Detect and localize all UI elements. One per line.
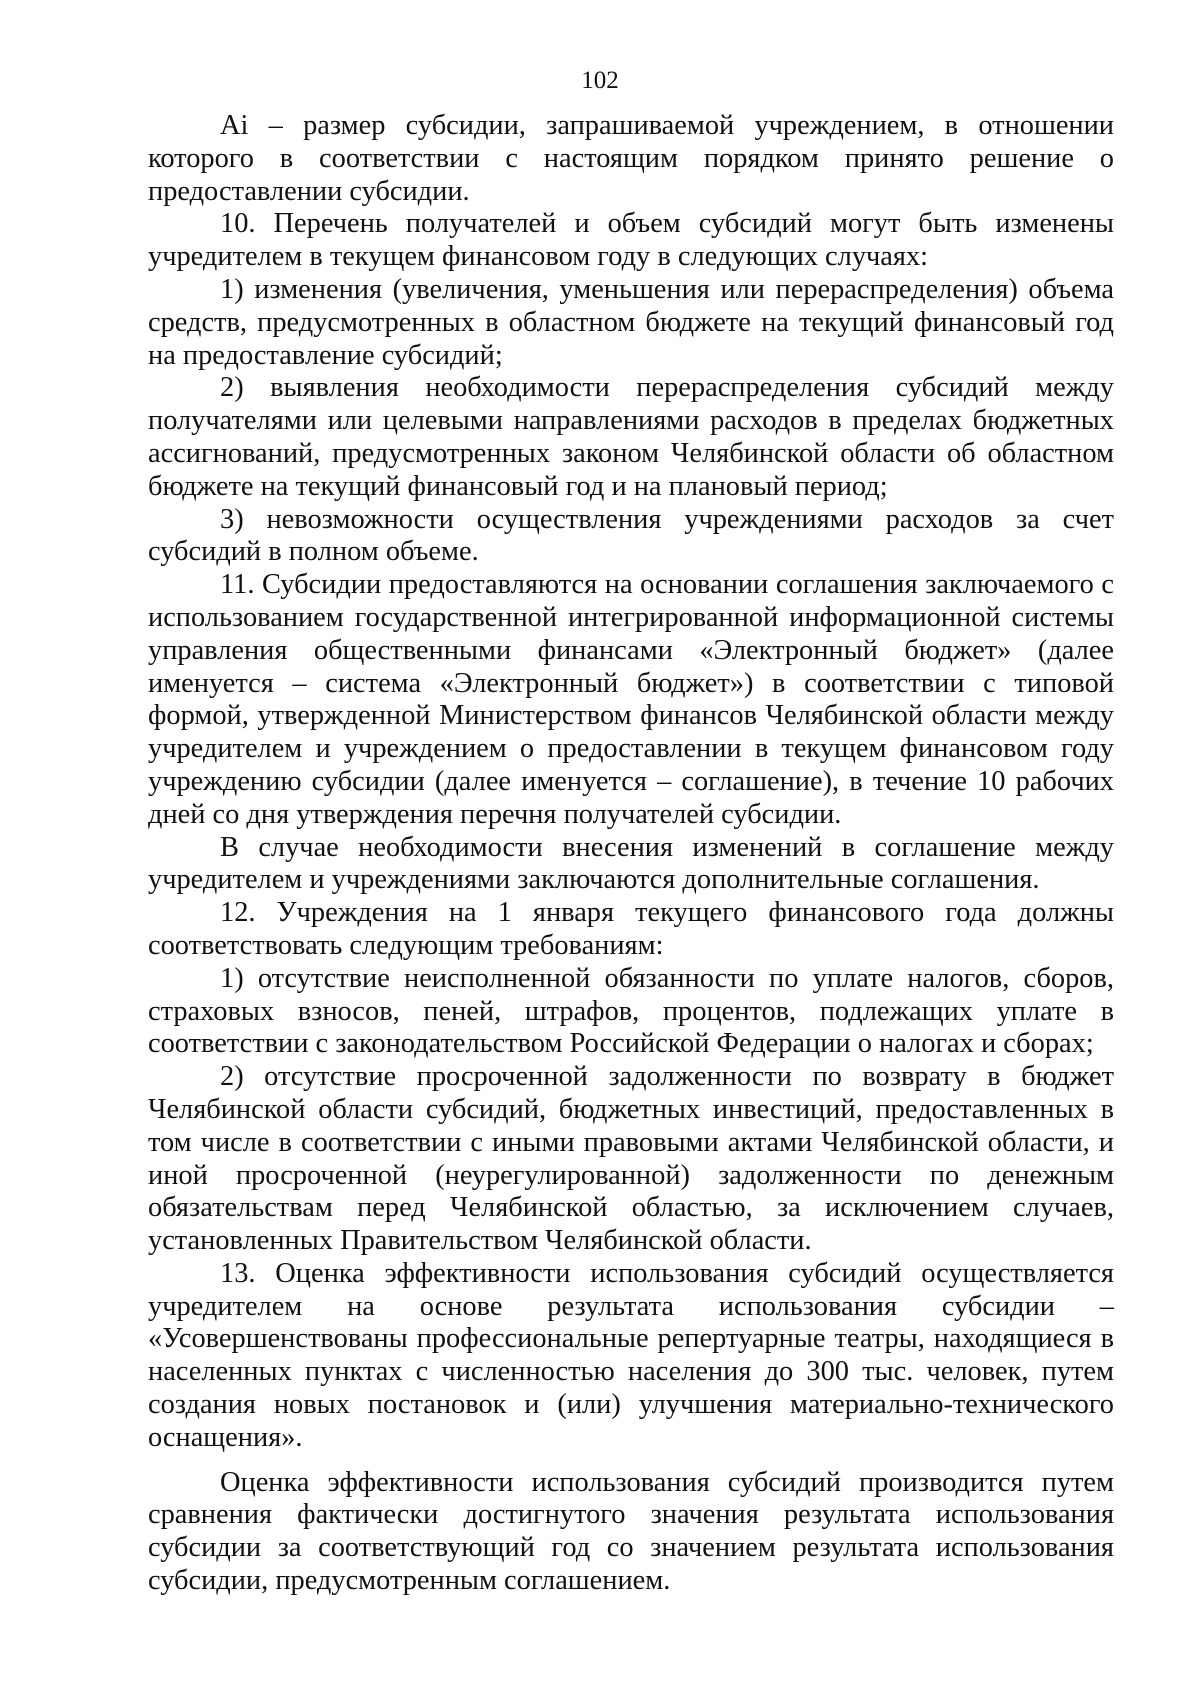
paragraph-item-12: 12. Учреждения на 1 января текущего финансового года должны соответствовать следующим требованиям: <box>148 897 1114 961</box>
paragraph-item-10-1: 1) изменения (увеличения, уменьшения или перераспределения) объема средств, предусмотренных в областном бюджете на текущий финансовый год на предоставление субсидий; <box>148 273 1114 371</box>
page-number: 102 <box>581 67 619 94</box>
paragraph-item-13: 13. Оценка эффективности использования субсидий осуществляется учредителем на основе результата использования субсидии – «Усовершенствованы профессиональные репертуарные театры, находящиеся в населенных пунктах с численностью населения до 300 тыс. человек, путем создания новых постановок и (или) улучшения материально-технического оснащения». <box>148 1257 1114 1453</box>
paragraph-item-12-2: 2) отсутствие просроченной задолженности по возврату в бюджет Челябинской области субсидий, бюджетных инвестиций, предоставленных в том числе в соответствии с иными правовыми актами Челябинской области, и иной просроченной (неурегулированной) задолженности по денежным обязательствам перед Челябинской областью, за исключением случаев, установленных Правительством Челябинской области. <box>148 1061 1114 1257</box>
paragraph-item-13-evaluation: Оценка эффективности использования субсидий производится путем сравнения фактически достигнутого значения результата использования субсидии за соответствующий год со значением результата использования субсидии, предусмотренным соглашением. <box>148 1466 1114 1597</box>
paragraph-item-10-2: 2) выявления необходимости перераспределения субсидий между получателями или целевыми направлениями расходов в пределах бюджетных ассигнований, предусмотренных законом Челябинской области об областном бюджете на текущий финансовый год и на плановый период; <box>148 372 1114 502</box>
paragraph-item-10-3: 3) невозможности осуществления учреждениями расходов за счет субсидий в полном объеме. <box>148 503 1114 568</box>
document-body <box>148 110 1114 1598</box>
paragraph-item-10: 10. Перечень получателей и объем субсидий могут быть изменены учредителем в текущем финансовом году в следующих случаях: <box>148 208 1114 273</box>
paragraph-item-11-amendments: В случае необходимости внесения изменений в соглашение между учредителем и учреждениями заключаются дополнительные соглашения. <box>148 831 1114 896</box>
paragraph-ai-definition: Ai – размер субсидии, запрашиваемой учреждением, в отношении которого в соответствии с настоящим порядком принято решение о предоставлении субсидии. <box>148 110 1114 207</box>
paragraph-item-11: 11. Субсидии предоставляются на основании соглашения заключаемого с использованием государственной интегрированной информационной системы управления общественными финансами «Электронный бюджет» (далее именуется – система «Электронный бюджет») в соответствии с типовой формой, утвержденной Министерством финансов Челябинской области между учредителем и учреждением о предоставлении в текущем финансовом году учреждению субсидии (далее именуется – соглашение), в течение 10 рабочих дней со дня утверждения перечня получателей субсидии. <box>148 569 1114 830</box>
paragraph-item-12-1: 1) отсутствие неисполненной обязанности по уплате налогов, сборов, страховых взносов, пеней, штрафов, процентов, подлежащих уплате в соответствии с законодательством Российской Федерации о налогах и сборах; <box>148 962 1114 1060</box>
